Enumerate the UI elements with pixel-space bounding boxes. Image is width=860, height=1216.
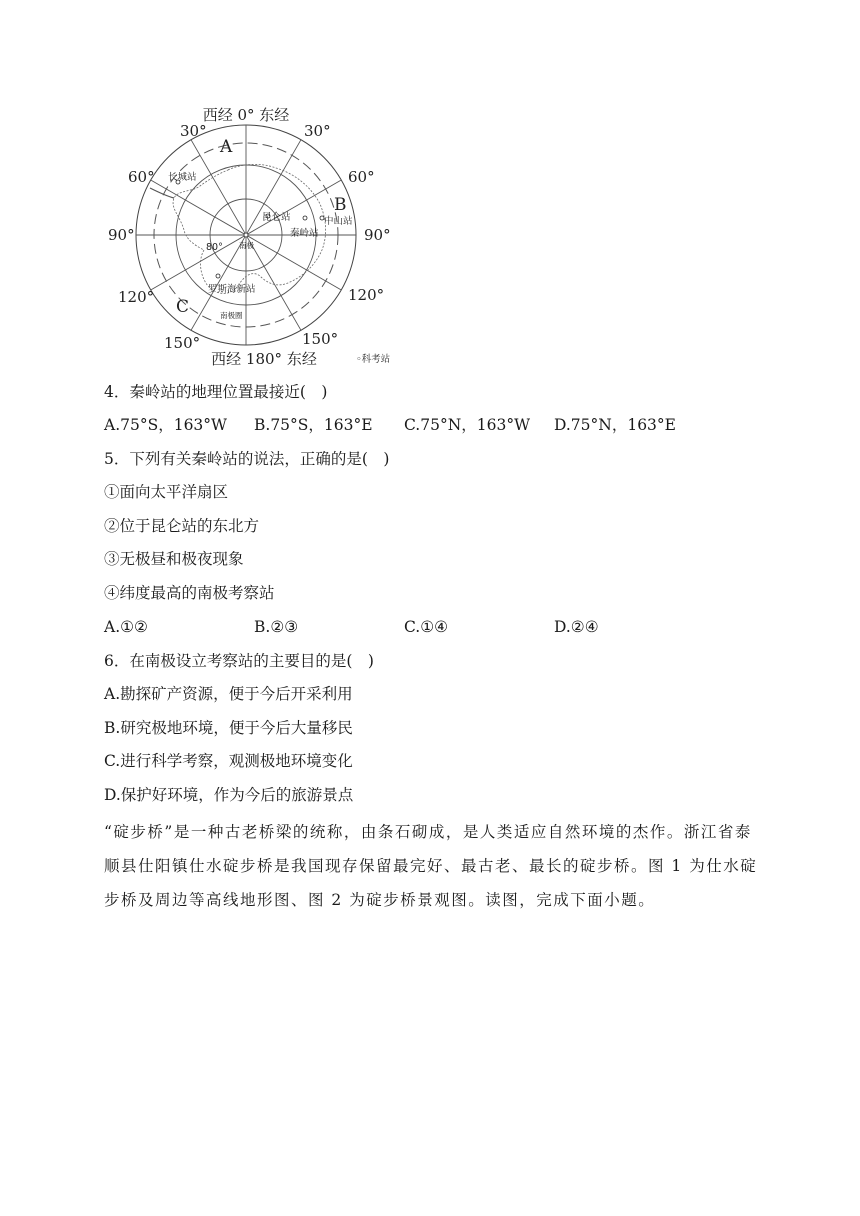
question-4-stem: 4．秦岭站的地理位置最接近( ): [104, 383, 328, 401]
lon-label-150w: 150°: [164, 334, 201, 352]
question-4-option-a: A.75°S，163°W: [104, 416, 227, 434]
station-label-luosihai: 罗斯海新站: [208, 284, 256, 295]
question-6-option-a: A.勘探矿产资源，便于今后开采利用: [104, 685, 353, 703]
station-label-changcheng: 长城站: [168, 172, 197, 183]
map-legend: ◦科考站: [356, 354, 391, 365]
lat-label-80: 80°: [206, 242, 223, 253]
lon-label-30w: 30°: [180, 122, 207, 140]
question-5-stem: 5．下列有关秦岭站的说法，正确的是( ): [104, 450, 390, 468]
passage-paragraph: “碇步桥”是一种古老桥梁的统称，由条石砌成，是人类适应自然环境的杰作。浙江省泰顺县仕阳镇仕水碇步桥是我国现存保留最完好、最古老、最长的碇步桥。图 1 为仕水碇步桥及周边等高线地形图、图 2 为碇步桥景观图。读图，完成下面小题。: [104, 823, 758, 909]
question-5-statement-2: ②位于昆仑站的东北方: [104, 517, 260, 535]
question-5-option-c: C.①④: [404, 618, 449, 636]
question-6-stem: 6．在南极设立考察站的主要目的是( ): [104, 652, 374, 670]
question-6-option-c: C.进行科学考察，观测极地环境变化: [104, 752, 353, 770]
question-5-statement-4: ④纬度最高的南极考察站: [104, 584, 275, 602]
sector-label-c: C: [176, 297, 190, 317]
polar-map-svg: [100, 100, 420, 370]
question-6-option-b: B.研究极地环境，便于今后大量移民: [104, 719, 353, 737]
lon-label-90w: 90°: [108, 226, 135, 244]
sector-label-a: A: [220, 137, 233, 157]
question-4-option-d: D.75°N，163°E: [554, 416, 676, 434]
lon-label-30e: 30°: [304, 122, 331, 140]
lon-label-60w: 60°: [128, 168, 155, 186]
antarctic-peninsula: [150, 188, 174, 198]
lon-label-150e: 150°: [302, 330, 339, 348]
antarctic-circle-label: 南极圈: [220, 311, 243, 320]
sector-label-b: B: [334, 195, 347, 215]
map-top-label: 西经 0° 东经: [202, 106, 290, 124]
map-bottom-label: 西经 180° 东经: [211, 350, 317, 368]
question-5-option-d: D.②④: [554, 618, 599, 636]
antarctica-polar-map: [100, 100, 420, 370]
question-4-option-b: B.75°S，163°E: [254, 416, 373, 434]
lon-label-90e: 90°: [364, 226, 391, 244]
lon-label-60e: 60°: [348, 168, 375, 186]
question-5-statement-1: ①面向太平洋扇区: [104, 483, 229, 501]
station-label-qinling: 秦岭站: [290, 228, 319, 239]
question-5-option-b: B.②③: [254, 618, 299, 636]
lon-label-120w: 120°: [118, 288, 155, 306]
lon-label-120e: 120°: [348, 286, 385, 304]
question-5-option-a: A.①②: [104, 618, 148, 636]
station-label-zhongshan: 中山站: [324, 216, 353, 227]
question-6-option-d: D.保护好环境，作为今后的旅游景点: [104, 786, 354, 804]
station-label-kunlun: 昆仑站: [262, 212, 291, 223]
question-5-statement-3: ③无极昼和极夜现象: [104, 550, 244, 568]
south-pole-label: 南极: [239, 241, 254, 250]
question-4-option-c: C.75°N，163°W: [404, 416, 531, 434]
